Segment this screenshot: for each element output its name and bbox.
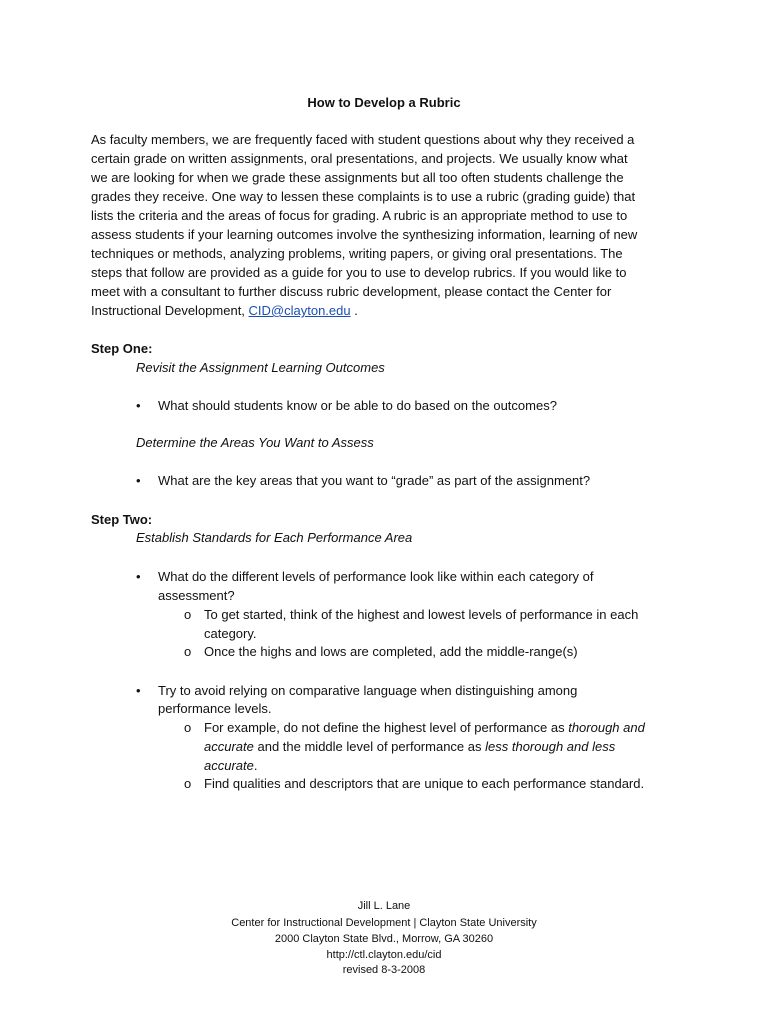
step-one-heading: Step One: [91, 341, 153, 356]
text: For example, do not define the highest level of performance as [204, 720, 569, 735]
italic-text: less thorough and less [485, 739, 616, 754]
bullet-item: What are the key areas that you want to “grade” as part of the assignment? [158, 473, 591, 488]
intro-line: certain grade on written assignments, oral presentations, and projects. We usually know what [91, 151, 628, 166]
footer-org: Center for Instructional Development | Clayton State University [231, 917, 537, 929]
bullet-item: assessment? [158, 588, 235, 603]
sub-bullet-item: Once the highs and lows are completed, add the middle-range(s) [204, 644, 578, 659]
italic-text: thorough and [568, 720, 645, 735]
intro-line: techniques or methods, analyzing problems, writing papers, or giving oral presentations. The [91, 246, 623, 261]
footer-revised: revised 8-3-2008 [342, 964, 426, 976]
intro-line: meet with a consultant to further discuss rubric development, please contact the Center for [91, 284, 612, 299]
intro-line: steps that follow are provided as a guide for you to use to develop rubrics. If you would like to [91, 265, 627, 280]
bullet-item: Try to avoid relying on comparative language when distinguishing among [158, 683, 578, 698]
bullet-glyph: • [136, 398, 141, 413]
step-one-subheading: Revisit the Assignment Learning Outcomes [136, 360, 385, 375]
sub-bullet-item [204, 719, 645, 737]
intro-line: grades they receive. One way to lessen these complaints is to use a rubric (grading guide) that [91, 189, 636, 204]
sub-bullet-glyph: o [184, 776, 192, 791]
step-two-subheading: Establish Standards for Each Performance Area [136, 530, 413, 545]
text: and the middle level of performance as [253, 739, 486, 754]
step-two-heading: Step Two: [91, 512, 153, 527]
sub-bullet-item: Find qualities and descriptors that are unique to each performance standard. [204, 776, 645, 791]
bullet-item: performance levels. [158, 701, 272, 716]
bullet-glyph: • [136, 683, 141, 698]
text: . [253, 758, 258, 773]
sub-bullet-item [204, 738, 615, 756]
footer-name: Jill L. Lane [357, 900, 411, 912]
bullet-glyph: • [136, 569, 141, 584]
intro-line: lists the criteria and the areas of focus for grading. A rubric is an appropriate method to use to [91, 208, 628, 223]
intro-text: Instructional Development, [91, 303, 249, 318]
document-title: How to Develop a Rubric [307, 95, 461, 110]
sub-bullet-glyph: o [184, 607, 192, 622]
intro-line: As faculty members, we are frequently faced with student questions about why they received a [91, 132, 635, 147]
email-link[interactable]: CID@clayton.edu [248, 303, 351, 318]
bullet-item: What do the different levels of performance look like within each category of [158, 569, 594, 584]
bullet-glyph: • [136, 473, 141, 488]
intro-line [91, 302, 358, 320]
sub-bullet-item: To get started, think of the highest and lowest levels of performance in each [204, 607, 639, 622]
bullet-item: What should students know or be able to do based on the outcomes? [158, 398, 557, 413]
step-one-subheading: Determine the Areas You Want to Assess [136, 435, 374, 450]
footer-url: http://ctl.clayton.edu/cid [326, 949, 442, 961]
italic-text: accurate [204, 739, 254, 754]
footer-address: 2000 Clayton State Blvd., Morrow, GA 30260 [274, 933, 494, 945]
italic-text: accurate [204, 758, 254, 773]
intro-text: . [350, 303, 358, 318]
sub-bullet-item [204, 757, 258, 775]
sub-bullet-item: category. [204, 626, 257, 641]
sub-bullet-glyph: o [184, 644, 192, 659]
intro-line: assess students if your learning outcomes involve the synthesizing information, learning of new [91, 227, 638, 242]
intro-line: we are looking for when we grade these assignments but all too often students challenge the [91, 170, 624, 185]
sub-bullet-glyph: o [184, 720, 192, 735]
